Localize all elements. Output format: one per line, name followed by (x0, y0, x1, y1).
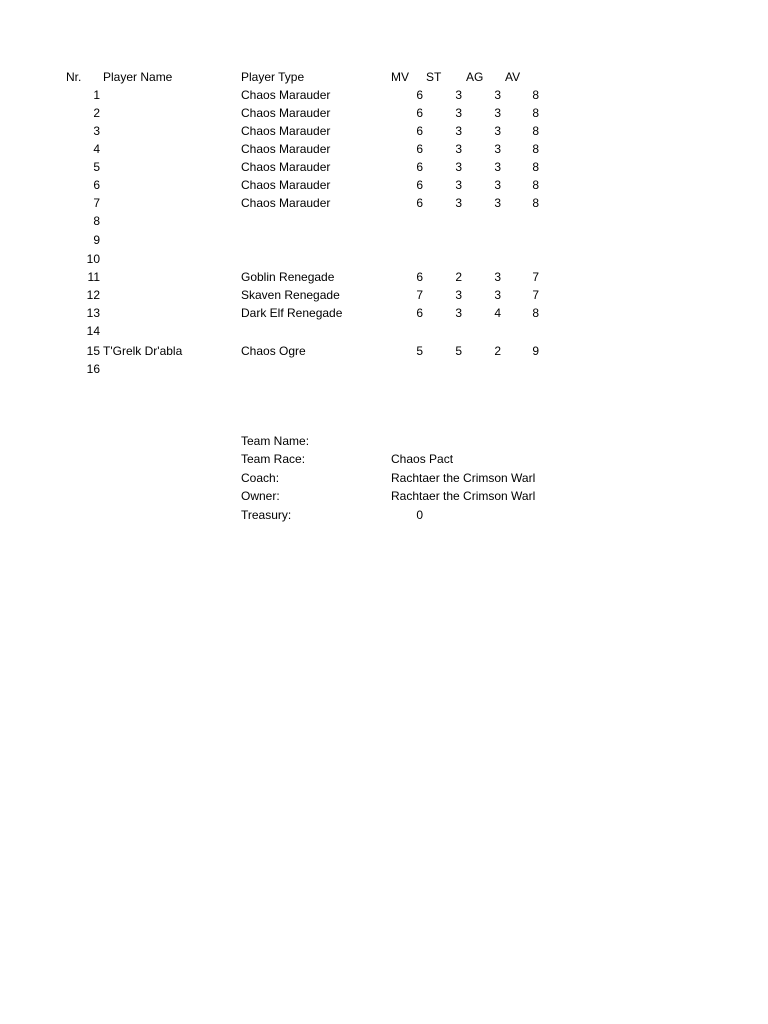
table-row (0, 231, 768, 249)
header-st: ST (426, 70, 442, 84)
player-nr: 10 (86, 252, 100, 266)
player-ag: 3 (494, 88, 501, 102)
header-ag: AG (466, 70, 484, 84)
player-ag: 2 (494, 344, 501, 358)
table-row (0, 104, 768, 122)
owner-label: Owner: (241, 489, 280, 503)
player-nr: 14 (86, 324, 100, 338)
player-type: Chaos Marauder (241, 178, 331, 192)
player-nr: 4 (93, 142, 100, 156)
treasury-label: Treasury: (241, 508, 292, 522)
player-st: 3 (455, 178, 462, 192)
header-player-type: Player Type (241, 70, 305, 84)
player-st: 3 (455, 196, 462, 210)
player-st: 3 (455, 88, 462, 102)
player-ag: 3 (494, 124, 501, 138)
player-av: 8 (532, 124, 539, 138)
player-mv: 6 (416, 142, 423, 156)
player-st: 5 (455, 344, 462, 358)
table-row (0, 322, 768, 340)
player-ag: 4 (494, 306, 501, 320)
player-av: 8 (532, 106, 539, 120)
player-av: 9 (532, 344, 539, 358)
player-nr: 3 (93, 124, 100, 138)
header-av: AV (505, 70, 521, 84)
header-mv: MV (391, 70, 409, 84)
table-row (0, 304, 768, 322)
header-nr: Nr. (66, 70, 82, 84)
table-row (0, 360, 768, 378)
player-av: 8 (532, 178, 539, 192)
table-row (0, 86, 768, 104)
player-st: 3 (455, 306, 462, 320)
player-nr: 13 (86, 306, 100, 320)
player-nr: 5 (93, 160, 100, 174)
player-type: Dark Elf Renegade (241, 306, 343, 320)
player-mv: 6 (416, 306, 423, 320)
roster-header-row (0, 68, 768, 86)
player-ag: 3 (494, 106, 501, 120)
player-av: 7 (532, 288, 539, 302)
player-nr: 15 (86, 344, 100, 358)
player-mv: 6 (416, 88, 423, 102)
player-ag: 3 (494, 270, 501, 284)
player-type: Chaos Marauder (241, 160, 331, 174)
player-av: 8 (532, 196, 539, 210)
player-st: 3 (455, 124, 462, 138)
table-row (0, 194, 768, 212)
table-row (0, 140, 768, 158)
player-mv: 6 (416, 106, 423, 120)
team-name-label: Team Name: (241, 434, 310, 448)
player-nr: 8 (93, 214, 100, 228)
owner-value: Rachtaer the Crimson Warl (391, 489, 536, 503)
table-row (0, 342, 768, 360)
table-row (0, 250, 768, 268)
player-type: Goblin Renegade (241, 270, 335, 284)
player-type: Chaos Marauder (241, 88, 331, 102)
player-ag: 3 (494, 142, 501, 156)
player-mv: 6 (416, 196, 423, 210)
player-nr: 1 (93, 88, 100, 102)
table-row (0, 268, 768, 286)
treasury-value: 0 (416, 508, 423, 522)
player-av: 8 (532, 160, 539, 174)
table-row (0, 176, 768, 194)
player-nr: 11 (87, 270, 100, 284)
player-mv: 5 (416, 344, 423, 358)
team-race-row (0, 450, 768, 468)
header-player-name: Player Name (103, 70, 173, 84)
player-name: T'Grelk Dr'abla (103, 344, 183, 358)
player-mv: 6 (416, 160, 423, 174)
player-mv: 7 (416, 288, 423, 302)
player-av: 8 (532, 88, 539, 102)
table-row (0, 286, 768, 304)
player-ag: 3 (494, 196, 501, 210)
team-race-label: Team Race: (241, 452, 306, 466)
player-mv: 6 (416, 270, 423, 284)
table-row (0, 122, 768, 140)
player-type: Chaos Marauder (241, 142, 331, 156)
player-nr: 12 (86, 288, 100, 302)
coach-row (0, 469, 768, 487)
player-av: 8 (532, 142, 539, 156)
player-av: 7 (532, 270, 539, 284)
player-nr: 9 (93, 233, 100, 247)
player-nr: 7 (93, 196, 100, 210)
player-st: 3 (455, 288, 462, 302)
player-type: Chaos Marauder (241, 124, 331, 138)
player-type: Chaos Marauder (241, 106, 331, 120)
coach-value: Rachtaer the Crimson Warl (391, 471, 536, 485)
owner-row (0, 487, 768, 505)
player-st: 3 (455, 106, 462, 120)
player-av: 8 (532, 306, 539, 320)
player-type: Chaos Ogre (241, 344, 306, 358)
player-ag: 3 (494, 178, 501, 192)
player-nr: 6 (93, 178, 100, 192)
player-mv: 6 (416, 178, 423, 192)
player-st: 3 (455, 142, 462, 156)
table-row (0, 158, 768, 176)
treasury-row (0, 506, 768, 524)
player-nr: 16 (86, 362, 100, 376)
player-st: 2 (455, 270, 462, 284)
table-row (0, 212, 768, 230)
player-mv: 6 (416, 124, 423, 138)
team-name-row (0, 432, 768, 450)
coach-label: Coach: (241, 471, 280, 485)
player-ag: 3 (494, 160, 501, 174)
player-nr: 2 (93, 106, 100, 120)
player-st: 3 (455, 160, 462, 174)
player-type: Chaos Marauder (241, 196, 331, 210)
team-race-value: Chaos Pact (391, 452, 454, 466)
player-ag: 3 (494, 288, 501, 302)
player-type: Skaven Renegade (241, 288, 340, 302)
